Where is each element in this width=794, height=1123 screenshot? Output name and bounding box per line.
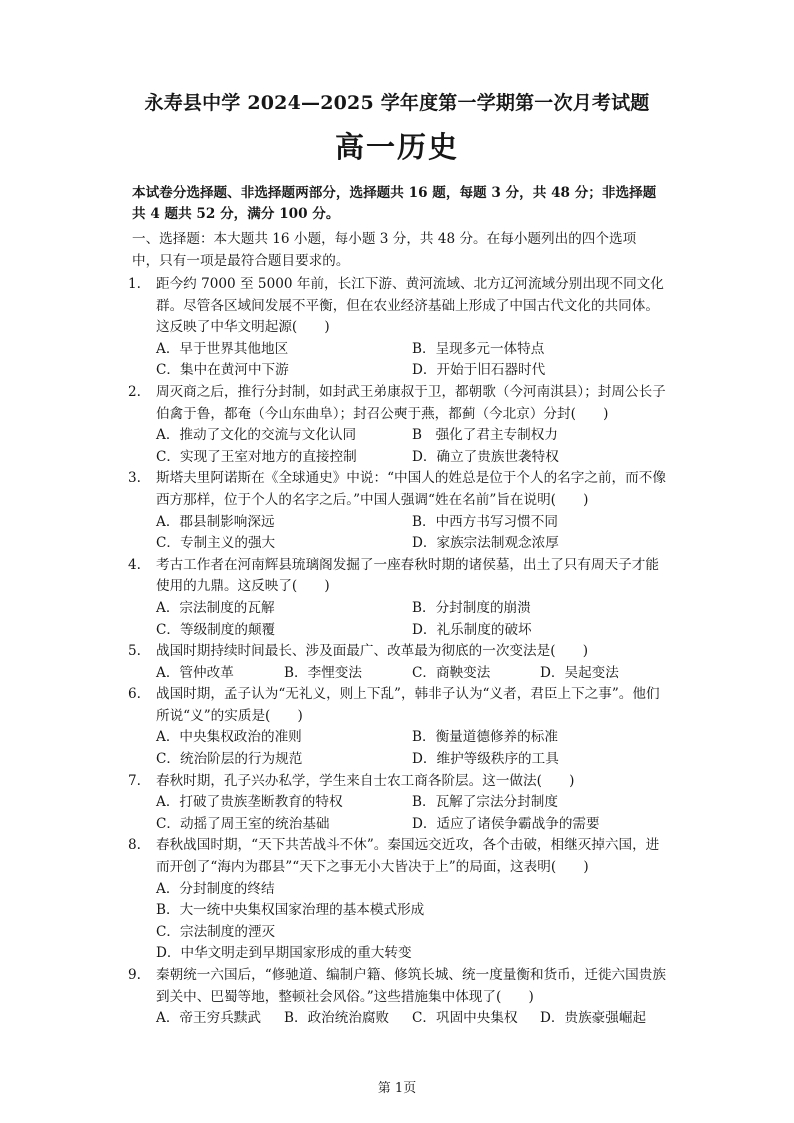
option-d: D．开始于旧石器时代 xyxy=(412,362,546,379)
option-d: D．中华文明走到早期国家形成的重大转变 xyxy=(156,945,412,962)
question-number: 7. xyxy=(128,772,141,789)
option-a: A．早于世界其他地区 xyxy=(156,340,289,357)
option-b: B．大一统中央集权国家治理的基本模式形成 xyxy=(156,902,425,919)
option-d: D．适应了诸侯争霸战争的需要 xyxy=(412,815,600,832)
question xyxy=(128,684,668,770)
option-a: A．打破了贵族垄断教育的特权 xyxy=(156,794,343,811)
option-b: B．中西方书写习惯不同 xyxy=(412,513,558,530)
option-d: D．确立了贵族世袭特权 xyxy=(412,448,559,465)
option-a: A．推动了文化的交流与文化认同 xyxy=(156,427,357,444)
option-c: C．商鞅变法 xyxy=(412,664,491,681)
question xyxy=(128,965,668,1030)
question-number: 1. xyxy=(128,276,141,292)
option-a: A．宗法制度的瓦解 xyxy=(156,599,275,616)
option-c: C．集中在黄河中下游 xyxy=(156,362,289,379)
option-b: B 强化了君主专制权力 xyxy=(412,427,558,444)
question xyxy=(128,382,668,468)
question-stem: 距今约 7000 至 5000 年前，长江下游、黄河流域、北方辽河流域分别出现不同文化群。尽管各区域间发展不平衡，但在农业经济基础上形成了中国古代文化的共同体。这反映了中华文明起源( ) xyxy=(156,276,664,336)
option-b: B．衡量道德修养的标准 xyxy=(412,729,558,746)
option-a: A．中央集权政治的准则 xyxy=(156,729,302,746)
instructions: 本试卷分选择题、非选择题两部分，选择题共 16 题，每题 3 分，共 48 分；非选择题共 4 题共 52 分，满分 100 分。 xyxy=(132,185,657,223)
question xyxy=(128,468,668,554)
option-b: B．分封制度的崩溃 xyxy=(412,599,531,616)
option-c: C．等级制度的颠覆 xyxy=(156,621,276,638)
question xyxy=(128,555,668,641)
exam-title: 永寿县中学 2024—2025 学年度第一学期第一次月考试题 xyxy=(144,92,650,114)
option-d: D．维护等级秩序的工具 xyxy=(412,751,559,768)
option-b: B．李悝变法 xyxy=(284,664,362,681)
question-stem: 战国时期，孟子认为“无礼义，则上下乱”，韩非子认为“义者，君臣上下之事”。他们所说“义”的实质是( ) xyxy=(156,686,660,724)
option-c: C．专制主义的强大 xyxy=(156,535,276,552)
option-d: D．家族宗法制观念浓厚 xyxy=(412,535,559,552)
question-number: 3. xyxy=(128,470,141,487)
option-b: B．政治统治腐败 xyxy=(284,1010,390,1027)
option-a: A．管仲改革 xyxy=(156,664,234,681)
option-c: C．宗法制度的湮灭 xyxy=(156,923,276,940)
option-b: B．呈现多元一体特点 xyxy=(412,340,545,357)
question xyxy=(128,771,668,836)
option-c: C．实现了王室对地方的直接控制 xyxy=(156,448,357,465)
question-stem: 斯塔夫里阿诺斯在《全球通史》中说：“中国人的姓总是位于个人的名字之前，而不像西方那样，位于个人的名字之后。”中国人强调“姓在名前”旨在说明( ) xyxy=(156,470,666,508)
option-a: A．郡县制影响深远 xyxy=(156,513,275,530)
question-number: 4. xyxy=(128,556,141,573)
question-number: 8. xyxy=(128,837,141,854)
option-d: D．贵族豪强崛起 xyxy=(540,1010,647,1027)
question-stem: 考古工作者在河南辉县琉璃阁发掘了一座春秋时期的诸侯墓，出土了只有周天子才能使用的九鼎。这反映了( ) xyxy=(156,556,659,595)
question-stem: 春秋战国时期，“天下共苦战斗不休”。秦国远交近攻，各个击破，相继灭掉六国，进而开创了“海内为郡县”“天下之事无小大皆决于上”的局面，这表明( ) xyxy=(156,837,660,876)
question-number: 2. xyxy=(128,383,141,400)
question-stem: 春秋时期，孔子兴办私学，学生来自士农工商各阶层。这一做法( ) xyxy=(156,772,575,789)
option-c: C．统治阶层的行为规范 xyxy=(156,751,303,768)
option-c: C．巩固中央集权 xyxy=(412,1010,518,1027)
question xyxy=(128,835,668,965)
option-d: D．礼乐制度的破坏 xyxy=(412,621,532,638)
section-heading: 一、选择题：本大题共 16 小题，每小题 3 分，共 48 分。在每小题列出的四个选项中，只有一项是最符合题目要求的。 xyxy=(132,231,637,270)
question-number: 6. xyxy=(128,686,141,703)
option-c: C．动摇了周王室的统治基础 xyxy=(156,815,330,832)
option-b: B．瓦解了宗法分封制度 xyxy=(412,794,558,811)
question xyxy=(128,641,668,684)
question-stem: 秦朝统一六国后，“修驰道、编制户籍、修筑长城、统一度量衡和货币，迁徙六国贵族到关中、巴蜀等地，整顿社会风俗。”这些措施集中体现了( ) xyxy=(156,967,666,1005)
question xyxy=(128,274,668,382)
question-stem: 周灭商之后，推行分封制，如封武王弟康叔于卫，都朝歌（今河南淇县）；封周公长子伯禽于鲁，都奄（今山东曲阜）；封召公奭于燕，都蓟（今北京）分封( ) xyxy=(156,383,666,422)
page-number: 第 1页 xyxy=(377,1081,417,1096)
question-number: 9. xyxy=(128,967,141,983)
question-stem: 战国时期持续时间最长、涉及面最广、改革最为彻底的一次变法是( ) xyxy=(156,643,589,660)
subject-title: 高一历史 xyxy=(334,130,459,164)
question-number: 5. xyxy=(128,643,141,660)
option-a: A．帝王穷兵黩武 xyxy=(156,1010,261,1027)
question-list xyxy=(128,274,668,1030)
option-a: A．分封制度的终结 xyxy=(156,880,275,897)
option-d: D．吴起变法 xyxy=(540,664,619,681)
